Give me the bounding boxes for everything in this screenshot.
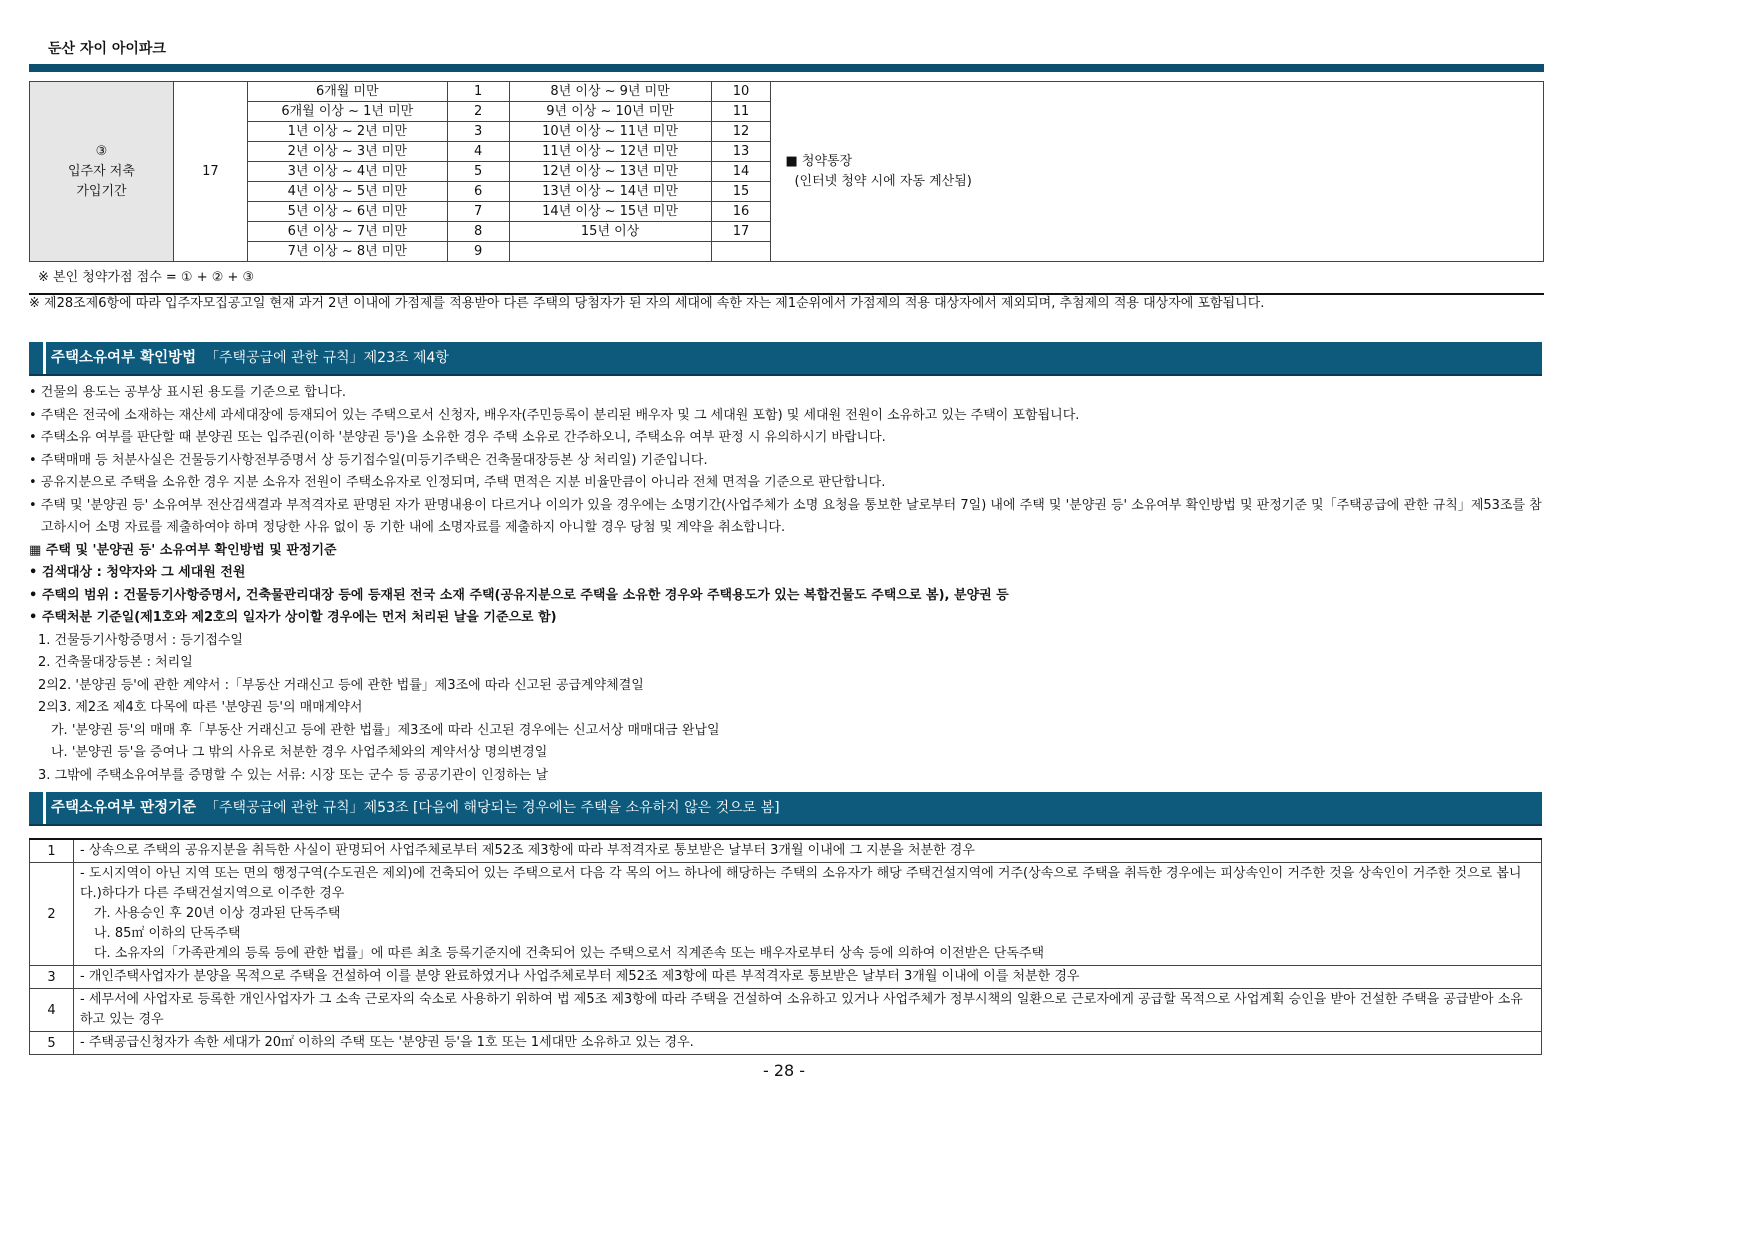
criteria-subline: 나. 85㎡ 이하의 단독주택 [94, 926, 241, 941]
page-number: - 28 - [762, 1061, 806, 1080]
row-number: 1 [30, 839, 74, 863]
score-cell: 10 [711, 82, 771, 102]
section-bar-accent [43, 792, 46, 824]
ownership-criteria-table [29, 838, 1542, 1055]
period-cell: 2년 이상 ~ 3년 미만 [247, 142, 447, 162]
section-bar-ownership-check [29, 342, 1542, 376]
period-cell: 6년 이상 ~ 7년 미만 [247, 222, 447, 242]
date-rule-subitem: 나. '분양권 등'을 증여나 그 밖의 사유로 처분한 경우 사업주체와의 계약서상 명의변경일 [51, 745, 548, 760]
criteria-text-cell [74, 863, 1542, 966]
criteria-text-cell [74, 839, 1542, 863]
period-cell: 9년 이상 ~ 10년 미만 [509, 102, 711, 122]
table-row [30, 966, 1542, 989]
score-cell: 14 [711, 162, 771, 182]
criteria-subline: 다. 소유자의「가족관계의 등록 등에 관한 법률」에 따른 최초 등록기준지에 건축되어 있는 주택으로서 직계존속 또는 배우자로부터 상속 등에 의하여 이전받은 단독주택 [94, 946, 1045, 961]
note-line: (인터넷 청약 시에 자동 계산됨) [794, 173, 972, 189]
table-row [30, 82, 1544, 102]
header-rule [29, 64, 1544, 72]
score-cell: 12 [711, 122, 771, 142]
category-label-cell [30, 82, 174, 262]
score-cell: 8 [447, 222, 509, 242]
bullet-item: • 건물의 용도는 공부상 표시된 용도를 기준으로 합니다. [29, 385, 347, 400]
score-cell: 4 [447, 142, 509, 162]
score-cell: 6 [447, 182, 509, 202]
bullet-item: • 주택 및 '분양권 등' 소유여부 전산검색결과 부적격자로 판명된 자가 판명내용이 다르거나 이의가 있을 경우에는 소명기간(사업주체가 소명 요청을 통보한 날로부터 7일) 내에 주택 및 '분양권 등' 소유여부 확인방법 및 판정기준 및「주택공급에 관한 규칙」제53조를 참고하시어 소명 자료를 제출하여야 하며 정당한 사유 없이 동 기한 내에 소명자료를 제출하지 아니할 경우 당첨 및 계약을 취소합니다. [29, 497, 1542, 535]
article-28-note: ※ 제28조제6항에 따라 입주자모집공고일 현재 과거 2년 이내에 가점제를 적용받아 다른 주택의 당첨자가 된 자의 세대에 속한 자는 제1순위에서 가점제의 적용 대상자에서 제외되며, 추첨제의 적용 대상자에 포함됩니다. [29, 296, 1265, 311]
period-cell: 3년 이상 ~ 4년 미만 [247, 162, 447, 182]
period-cell: 11년 이상 ~ 12년 미만 [509, 142, 711, 162]
date-rule-item: 2. 건축물대장등본 : 처리일 [38, 655, 193, 670]
category-label-line: 입주자 저축 [67, 163, 135, 179]
table-row [30, 1032, 1542, 1055]
criteria-line: - 세무서에 사업자로 등록한 개인사업자가 그 소속 근로자의 숙소로 사용하기 위하여 법 제5조 제3항에 따라 주택을 건설하여 소유하고 있거나 사업주체가 정부시책의 일환으로 근로자에게 공급할 목적으로 사업계획 승인을 받아 건설한 주택을 공급받아 소유하고 있는 경우 [80, 992, 1523, 1027]
score-cell: 16 [711, 202, 771, 222]
period-cell: 8년 이상 ~ 9년 미만 [509, 82, 711, 102]
section-bar-ownership-criteria [29, 792, 1542, 826]
score-cell [711, 242, 771, 262]
section-subtitle: 「주택공급에 관한 규칙」제53조 [다음에 해당되는 경우에는 주택을 소유하지 않은 것으로 봄] [205, 800, 780, 816]
period-cell: 6개월 이상 ~ 1년 미만 [247, 102, 447, 122]
date-rule-item: 2의2. '분양권 등'에 관한 계약서 :「부동산 거래신고 등에 관한 법률」제3조에 따라 신고된 공급계약체결일 [38, 677, 644, 693]
savings-period-table [29, 81, 1544, 262]
bullet-item: • 공유지분으로 주택을 소유한 경우 지분 소유자 전원이 주택소유자로 인정되며, 주택 면적은 지분 비율만큼이 아니라 전체 면적을 기준으로 판단합니다. [29, 475, 886, 490]
score-cell: 9 [447, 242, 509, 262]
period-cell: 7년 이상 ~ 8년 미만 [247, 242, 447, 262]
period-cell [509, 242, 711, 262]
section-title: 주택소유여부 확인방법 [51, 350, 197, 366]
period-cell: 1년 이상 ~ 2년 미만 [247, 122, 447, 142]
criteria-line: - 주택공급신청자가 속한 세대가 20㎡ 이하의 주택 또는 '분양권 등'을 1호 또는 1세대만 소유하고 있는 경우. [80, 1035, 694, 1050]
date-rule-item: 3. 그밖에 주택소유여부를 증명할 수 있는 서류: 시장 또는 군수 등 공공기관이 인정하는 날 [38, 767, 549, 783]
date-rule-subitem: 가. '분양권 등'의 매매 후「부동산 거래신고 등에 관한 법률」제3조에 따라 신고된 경우에는 신고서상 매매대금 완납일 [51, 722, 720, 738]
score-cell: 3 [447, 122, 509, 142]
category-label-line: 가입기간 [76, 183, 127, 199]
table-row [30, 989, 1542, 1032]
score-cell: 15 [711, 182, 771, 202]
period-cell: 5년 이상 ~ 6년 미만 [247, 202, 447, 222]
period-cell: 4년 이상 ~ 5년 미만 [247, 182, 447, 202]
score-cell: 5 [447, 162, 509, 182]
period-cell: 10년 이상 ~ 11년 미만 [509, 122, 711, 142]
ownership-check-body [29, 382, 1544, 787]
row-number: 2 [30, 863, 74, 966]
period-cell: 6개월 미만 [247, 82, 447, 102]
section-title: 주택소유여부 판정기준 [51, 800, 197, 816]
score-cell: 2 [447, 102, 509, 122]
criteria-text-cell [74, 966, 1542, 989]
criteria-line: - 상속으로 주택의 공유지분을 취득한 사실이 판명되어 사업주체로부터 제52조 제3항에 따라 부적격자로 통보받은 날부터 3개월 이내에 그 지분을 처분한 경우 [80, 843, 975, 858]
section-subtitle: 「주택공급에 관한 규칙」제23조 제4항 [205, 350, 449, 366]
row-number: 4 [30, 989, 74, 1032]
row-number: 3 [30, 966, 74, 989]
max-score-cell: 17 [173, 82, 247, 262]
row-number: 5 [30, 1032, 74, 1055]
note-line: ■ 청약통장 [785, 153, 853, 169]
bullet-item: • 주택매매 등 처분사실은 건물등기사항전부증명서 상 등기접수일(미등기주택은 건축물대장등본 상 처리일) 기준입니다. [29, 452, 708, 468]
score-cell: 13 [711, 142, 771, 162]
score-cell: 1 [447, 82, 509, 102]
date-rule-item: 1. 건물등기사항증명서 : 등기접수일 [38, 632, 243, 648]
date-rule-item: 2의3. 제2조 제4호 다목에 따른 '분양권 등'의 매매계약서 [38, 700, 363, 715]
score-cell: 7 [447, 202, 509, 222]
criteria-heading: ▦ 주택 및 '분양권 등' 소유여부 확인방법 및 판정기준 [29, 542, 337, 558]
score-sum-note: ※ 본인 청약가점 점수 = ① + ② + ③ [29, 263, 1544, 295]
document-header-title: 둔산 자이 아이파크 [48, 41, 166, 57]
bullet-item: • 주택은 전국에 소재하는 재산세 과세대장에 등재되어 있는 주택으로서 신청자, 배우자(주민등록이 분리된 배우자 및 그 세대원 포함) 및 세대원 전원이 소유하고 있는 주택이 포함됩니다. [29, 407, 1080, 423]
score-cell: 11 [711, 102, 771, 122]
period-cell: 15년 이상 [509, 222, 711, 242]
criteria-subline: 가. 사용승인 후 20년 이상 경과된 단독주택 [94, 906, 341, 921]
criteria-item: • 주택처분 기준일(제1호와 제2호의 일자가 상이할 경우에는 먼저 처리된 날을 기준으로 함) [29, 610, 557, 625]
period-cell: 12년 이상 ~ 13년 미만 [509, 162, 711, 182]
note-cell [771, 82, 1544, 262]
criteria-text-cell [74, 1032, 1542, 1055]
period-cell: 13년 이상 ~ 14년 미만 [509, 182, 711, 202]
criteria-text-cell [74, 989, 1542, 1032]
category-label-line: ③ [95, 143, 108, 159]
bullet-item: • 주택소유 여부를 판단할 때 분양권 또는 입주권(이하 '분양권 등')을 소유한 경우 주택 소유로 간주하오니, 주택소유 여부 판정 시 유의하시기 바랍니다. [29, 430, 886, 445]
criteria-line: - 도시지역이 아닌 지역 또는 면의 행정구역(수도권은 제외)에 건축되어 있는 주택으로서 다음 각 목의 어느 하나에 해당하는 주택의 소유자가 해당 주택건설지역에 거주(상속으로 주택을 취득한 경우에는 피상속인이 거주한 것을 상속인이 거주한 것으로 봅니다.)하다가 다른 주택건설지역으로 이주한 경우 [80, 866, 1522, 901]
criteria-item: • 주택의 범위 : 건물등기사항증명서, 건축물관리대장 등에 등재된 전국 소재 주택(공유지분으로 주택을 소유한 경우와 주택용도가 있는 복합건물도 주택으로 봄), 분양권 등 [29, 587, 1009, 603]
score-cell: 17 [711, 222, 771, 242]
section-bar-accent [43, 342, 46, 374]
table-row [30, 839, 1542, 863]
criteria-item: • 검색대상 : 청약자와 그 세대원 전원 [29, 565, 246, 580]
table-row [30, 863, 1542, 966]
period-cell: 14년 이상 ~ 15년 미만 [509, 202, 711, 222]
criteria-line: - 개인주택사업자가 분양을 목적으로 주택을 건설하여 이를 분양 완료하였거나 사업주체로부터 제52조 제3항에 따른 부적격자로 통보받은 날부터 3개월 이내에 이를 처분한 경우 [80, 969, 1080, 984]
